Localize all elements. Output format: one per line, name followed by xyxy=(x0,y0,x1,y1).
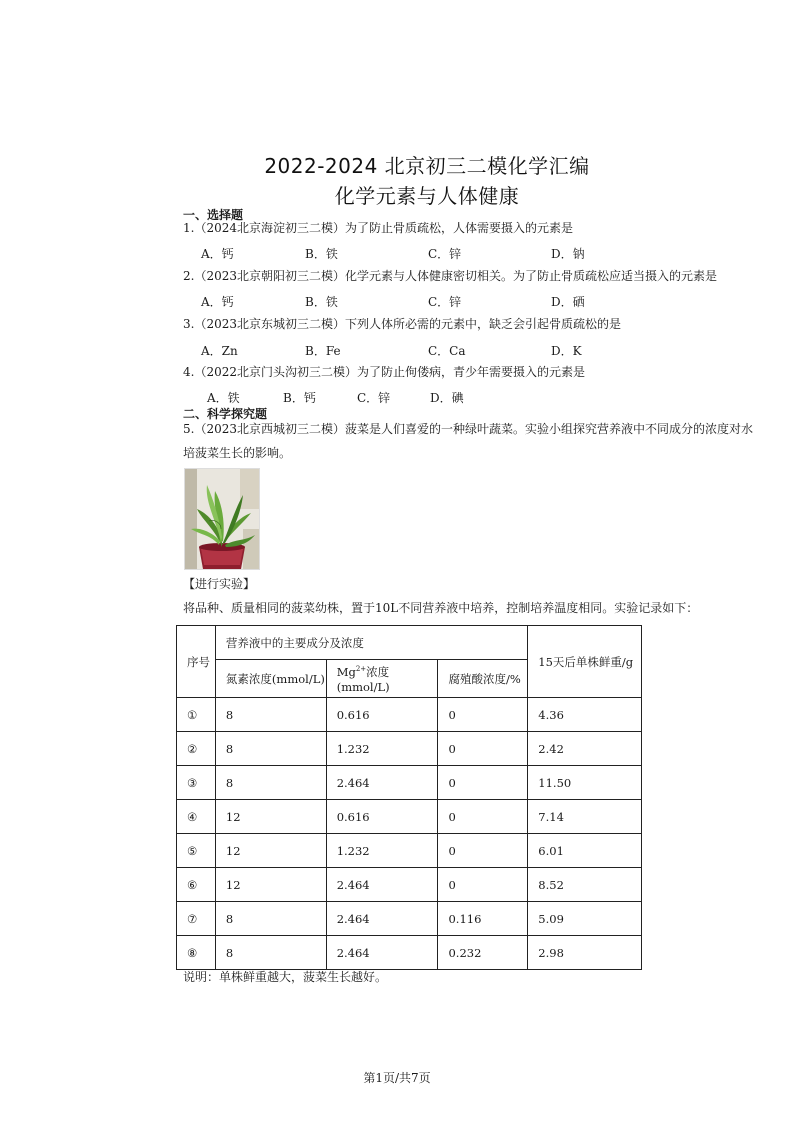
cell-fresh-weight: 4.36 xyxy=(528,698,642,732)
table-row xyxy=(177,698,642,732)
header-nutrient-group: 营养液中的主要成分及浓度 xyxy=(215,626,527,660)
cell-nitrogen: 8 xyxy=(215,766,326,800)
cell-seq: ④ xyxy=(177,800,216,834)
cell-nitrogen: 8 xyxy=(215,698,326,732)
cell-seq: ⑤ xyxy=(177,834,216,868)
option-d: D．K xyxy=(551,344,582,358)
option-b: B．铁 xyxy=(305,295,338,309)
cell-seq: ⑦ xyxy=(177,902,216,936)
cell-magnesium: 2.464 xyxy=(326,868,438,902)
option-d: D．硒 xyxy=(551,295,585,309)
cell-magnesium: 0.616 xyxy=(326,698,438,732)
cell-magnesium: 1.232 xyxy=(326,834,438,868)
option-d: D．碘 xyxy=(430,391,464,405)
table-row xyxy=(177,868,642,902)
cell-seq: ⑧ xyxy=(177,936,216,970)
option-c: C．锌 xyxy=(428,295,462,309)
table-note: 说明：单株鲜重越大，菠菜生长越好。 xyxy=(183,970,388,984)
cell-seq: ③ xyxy=(177,766,216,800)
cell-fresh-weight: 7.14 xyxy=(528,800,642,834)
cell-fresh-weight: 5.09 xyxy=(528,902,642,936)
cell-magnesium: 0.616 xyxy=(326,800,438,834)
cell-nitrogen: 8 xyxy=(215,902,326,936)
cell-magnesium: 2.464 xyxy=(326,766,438,800)
table-body xyxy=(177,698,642,970)
question-1-stem: 1.（2024北京海淀初三二模）为了防止骨质疏松，人体需要摄入的元素是 xyxy=(183,221,573,235)
cell-seq: ① xyxy=(177,698,216,732)
experiment-data-table xyxy=(176,625,642,970)
option-a: A．钙 xyxy=(201,247,234,261)
section-heading-inquiry: 二、科学探究题 xyxy=(183,407,268,421)
mg-unit: 浓度(mmol/L) xyxy=(336,664,390,694)
header-nitrogen: 氮素浓度(mmol/L) xyxy=(215,660,326,698)
cell-humic: 0 xyxy=(438,766,528,800)
page-footer: 第1页/共7页 xyxy=(363,1071,431,1085)
header-seq: 序号 xyxy=(177,626,216,698)
option-b: B．Fe xyxy=(305,344,341,358)
cell-humic: 0 xyxy=(438,800,528,834)
experiment-heading: 【进行实验】 xyxy=(183,577,256,591)
mg-charge: 2+ xyxy=(355,664,367,673)
cell-humic: 0 xyxy=(438,698,528,732)
cell-fresh-weight: 6.01 xyxy=(528,834,642,868)
cell-magnesium: 2.464 xyxy=(326,902,438,936)
cell-nitrogen: 12 xyxy=(215,868,326,902)
cell-fresh-weight: 8.52 xyxy=(528,868,642,902)
page-title: 2022-2024 北京初三二模化学汇编 xyxy=(264,154,590,178)
spinach-photo xyxy=(184,468,260,570)
table-row xyxy=(177,902,642,936)
option-a: A．铁 xyxy=(207,391,240,405)
cell-humic: 0 xyxy=(438,732,528,766)
cell-seq: ⑥ xyxy=(177,868,216,902)
experiment-procedure: 将品种、质量相同的菠菜幼株，置于10L不同营养液中培养，控制培养温度相同。实验记录如下： xyxy=(183,601,699,615)
mg-symbol: Mg xyxy=(336,664,356,679)
option-b: B．钙 xyxy=(283,391,316,405)
table-row xyxy=(177,800,642,834)
spinach-plant-illustration xyxy=(185,469,259,569)
header-magnesium xyxy=(326,660,438,698)
question-3-stem: 3.（2023北京东城初三二模）下列人体所必需的元素中，缺乏会引起骨质疏松的是 xyxy=(183,317,621,331)
table-row xyxy=(177,936,642,970)
page-subtitle: 化学元素与人体健康 xyxy=(334,184,520,208)
header-fresh-weight: 15天后单株鲜重/g xyxy=(528,626,642,698)
cell-nitrogen: 12 xyxy=(215,800,326,834)
option-a: A．Zn xyxy=(201,344,238,358)
cell-nitrogen: 8 xyxy=(215,732,326,766)
option-d: D．钠 xyxy=(551,247,585,261)
cell-humic: 0.232 xyxy=(438,936,528,970)
table-header-row xyxy=(177,626,642,660)
option-c: C．锌 xyxy=(428,247,462,261)
cell-humic: 0.116 xyxy=(438,902,528,936)
cell-nitrogen: 8 xyxy=(215,936,326,970)
cell-seq: ② xyxy=(177,732,216,766)
section-heading-choice: 一、选择题 xyxy=(183,208,244,222)
table-row xyxy=(177,834,642,868)
cell-magnesium: 2.464 xyxy=(326,936,438,970)
question-4-stem: 4.（2022北京门头沟初三二模）为了防止佝偻病，青少年需要摄入的元素是 xyxy=(183,365,585,379)
question-2-stem: 2.（2023北京朝阳初三二模）化学元素与人体健康密切相关。为了防止骨质疏松应适当摄入的元素是 xyxy=(183,269,717,283)
cell-humic: 0 xyxy=(438,834,528,868)
option-c: C．Ca xyxy=(428,344,466,358)
header-humic: 腐殖酸浓度/% xyxy=(438,660,528,698)
table-row xyxy=(177,766,642,800)
cell-humic: 0 xyxy=(438,868,528,902)
option-c: C．锌 xyxy=(357,391,391,405)
question-5-stem: 5.（2023北京西城初三二模）菠菜是人们喜爱的一种绿叶蔬菜。实验小组探究营养液中不同成分的浓度对水培菠菜生长的影响。 xyxy=(183,422,753,460)
cell-fresh-weight: 2.98 xyxy=(528,936,642,970)
cell-fresh-weight: 11.50 xyxy=(528,766,642,800)
option-b: B．铁 xyxy=(305,247,338,261)
cell-magnesium: 1.232 xyxy=(326,732,438,766)
option-a: A．钙 xyxy=(201,295,234,309)
cell-nitrogen: 12 xyxy=(215,834,326,868)
cell-fresh-weight: 2.42 xyxy=(528,732,642,766)
table-row xyxy=(177,732,642,766)
